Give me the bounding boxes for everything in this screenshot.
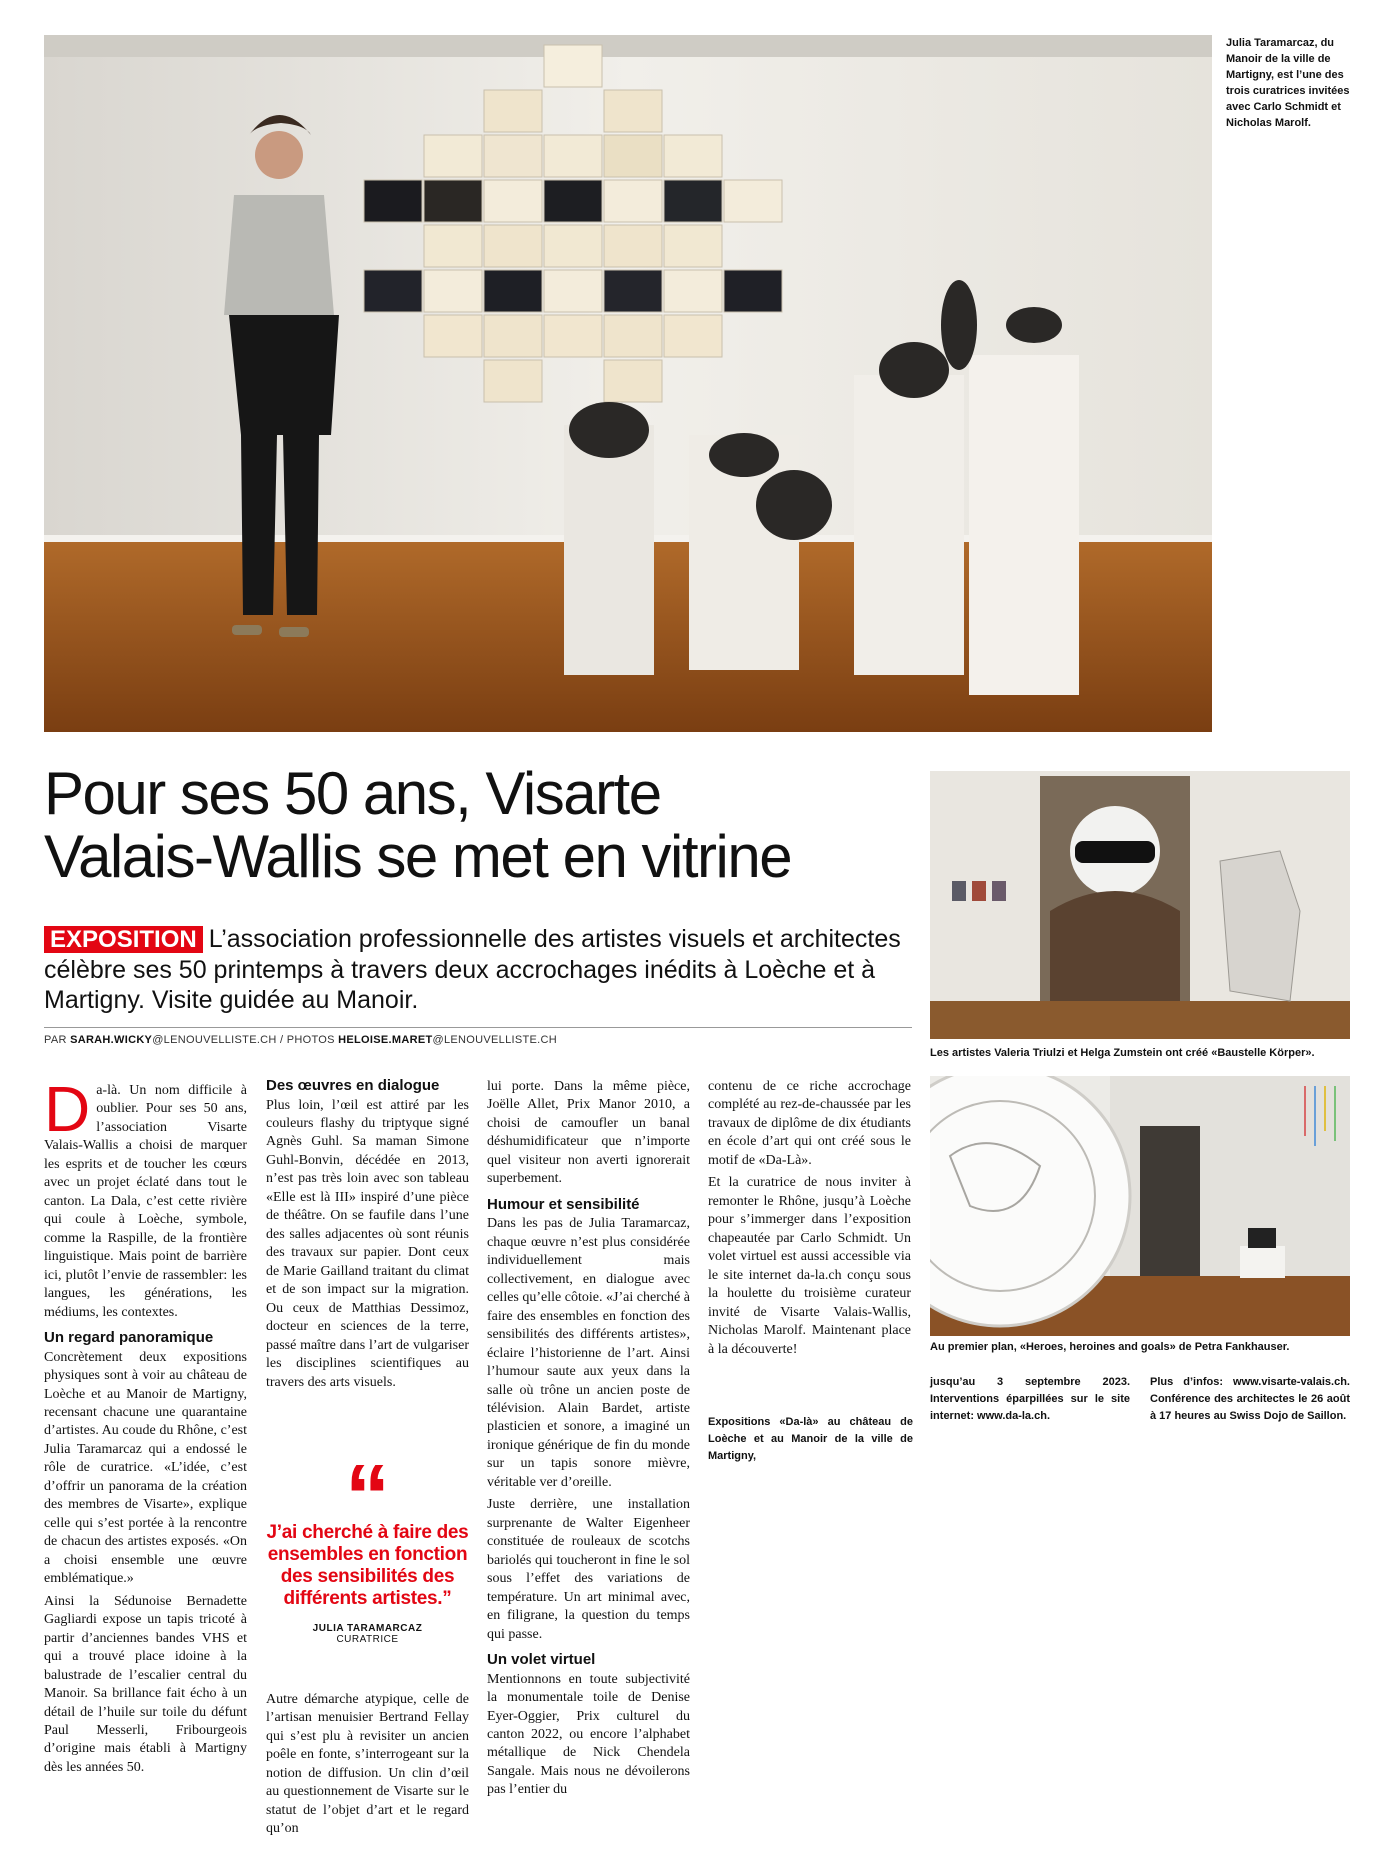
body-column-2-continued: [266, 1691, 469, 1843]
body-paragraph: Juste derrière, une installation surprenante de Walter Eigenheer constituée de rouleaux de scotchs bariolés qui toucheront in fine le sol sous l’effet des variations de température. Un art minimal avec, en filigrane, la question du temps qui passe.: [487, 1497, 690, 1642]
subheading: Des œuvres en dialogue: [266, 1077, 440, 1094]
subheading: Un volet virtuel: [487, 1651, 596, 1669]
subheading: Humour et sensibilité: [487, 1195, 640, 1213]
main-photo: [44, 35, 1212, 732]
info-box-column-1: Expositions «Da-là» au château de Loèche et au Manoir de la ville de Martigny,: [708, 1416, 913, 1463]
body-column-1: [44, 1073, 247, 1781]
subheading: Un regard panoramique: [44, 1329, 214, 1347]
body-paragraph: Ainsi la Sédunoise Bernadette Gagliardi expose un tapis tricoté à partir d’anciennes bandes VHS et qui a trouvé place idoine à la balustrade de l’escalier central du Manoir. Sa brillance fait écho à un détail de l’huile sur toile du défunt Paul Messerli, Fribourgeois d’origine mais établi à Martigny dès les années 50.: [44, 1593, 247, 1775]
body-paragraph: lui porte. Dans la même pièce, Joëlle Allet, Prix Manor 2010, a choisi de camoufler un banal déshumidificateur que n’importe quel visiteur non averti ignorerait superbement.: [487, 1079, 690, 1187]
drop-cap: D: [44, 1073, 91, 1145]
body-paragraph: Concrètement deux expositions physiques sont à voir au château de Loèche et au Manoir de Martigny, recensant chacune une quarantaine d’artistes. Au coude du Rhône, c’est Julia Taramarcaz qui a endossé le rôle de curatrice. «L’idée, c’est d’offrir un panorama de la création des membres de Visarte», explique celle qui s’est portée à la rencontre de chacun des artistes exposés. «On a choisi ensemble une œuvre emblématique.»: [44, 1349, 247, 1587]
quote-role: CURATRICE: [336, 1634, 399, 1646]
body-paragraph: Dans les pas de Julia Taramarcaz, chaque œuvre n’est plus considérée individuellement mais collectivement, en dialogue avec celles qu’elle côtoie. «J’ai cherché à faire des ensembles en fonction des sensibilités des différents artistes», éclaire l’historienne de l’art. Ainsi l’humour saute aux yeux dans la salle où trône un ancien poste de télévision. Alain Bardet, artiste plasticien et sonore, a imaginé un ironique générique de fin du monde sur un tapis sonore mièvre, véritable ver d’oreille.: [487, 1216, 690, 1490]
top-right-caption: Les artistes Valeria Triulzi et Helga Zumstein ont créé «Baustelle Körper».: [930, 1047, 1315, 1059]
bottom-right-caption: Au premier plan, «Heroes, heroines and goals» de Petra Fankhauser.: [930, 1341, 1290, 1353]
body-paragraph: Et la curatrice de nous inviter à remonter le Rhône, jusqu’à Loèche pour s’immerger dans l’exposition chapeautée par Carlo Schmidt. Un volet virtuel est aussi accessible via le site internet da-la.ch conçu sous la houlette du troisième curateur invité de Visarte Valais-Wallis, Nicholas Marolf. Maintenant place à la découverte!: [708, 1175, 911, 1357]
quote-author: JULIA TARAMARCAZ: [312, 1623, 423, 1635]
body-paragraph: Da-là. Un nom difficile à oublier. Pour ses 50 ans, l’association Visarte Valais-Wallis a choisi de marquer les esprits et de toucher les cœurs avec un projet éclaté dans tout le canton. La Dala, c’est cette rivière qui coule à Loèche, symbole, comme la Raspille, de la frontière linguistique. Mais point de barrière ici, plutôt l’envie de rassembler: les langues, les générations, les médiums, les contextes.: [44, 1073, 247, 1320]
bottom-right-photo: [930, 1076, 1350, 1336]
gallery-photo-illustration: [44, 35, 1212, 732]
pull-quote: [266, 1447, 469, 1646]
body-paragraph: Mentionnons en toute subjectivité la monumentale toile de Denise Eyer-Oggier, Prix culturel du canton 2022, ou encore l’alphabet métallique de Nick Chendela Sangale. Mais nous ne dévoilerons pas l’entier du: [487, 1671, 690, 1798]
body-column-4: [708, 1078, 911, 1363]
byline-author: SARAH.WICKY: [70, 1034, 153, 1046]
headline-line-1: Pour ses 50 ans, Visarte: [44, 760, 661, 827]
byline-photographer: HELOISE.MARET: [338, 1034, 433, 1046]
top-right-photo: [930, 771, 1350, 1039]
headline: [44, 762, 904, 888]
byline: PAR SARAH.WICKY@LENOUVELLISTE.CH / PHOTOS HELOISE.MARET@LENOUVELLISTE.CH: [44, 1034, 557, 1046]
heroes-heroines-photo-illustration: [930, 1076, 1350, 1336]
lead-paragraph: [44, 924, 914, 1015]
byline-rule: [44, 1027, 912, 1028]
kicker-badge: EXPOSITION: [44, 926, 203, 953]
headline-line-2: Valais-Wallis se met en vitrine: [44, 823, 792, 890]
lead-text: L’association professionnelle des artistes visuels et architectes célèbre ses 50 printemps à travers deux accrochages inédits à Loèche et à Martigny. Visite guidée au Manoir.: [44, 925, 901, 1014]
body-paragraph: Plus loin, l’œil est attiré par les couleurs flashy du triptyque signé Agnès Guhl. Sa maman Simone Guhl-Bonvin, décédée en 2013, n’est pas très loin avec son tableau «Elle est là III» inspiré d’une pièce de théâtre. On se faufile dans l’une des salles adjacentes où sont réunis des travaux sur papier. Dont ceux de Marie Gailland traitant du climat et de son impact sur la migration. Ou ceux de Matthias Dessimoz, docteur en sciences de la terre, passé maître dans l’art de vulgariser les disciplines scientifiques au travers des arts visuels.: [266, 1097, 469, 1390]
body-paragraph: Autre démarche atypique, celle de l’artisan menuisier Bertrand Fellay qui s’est plu à revisiter un ancien poêle en fonte, s’interrogeant sur la notion de diffusion. Un clin d’œil au questionnement de Visarte sur le statut de l’objet d’art et le regard qu’on: [266, 1692, 469, 1837]
body-paragraph: contenu de ce riche accrochage complété au rez-de-chaussée par les travaux de diplôme de dix étudiants en école d’art qui ont créé sous le motif de «Da-Là».: [708, 1079, 911, 1168]
info-box-column-2: jusqu’au 3 septembre 2023. Interventions éparpillées sur le site internet: www.da-la.ch.: [930, 1376, 1130, 1423]
body-column-3: [487, 1078, 690, 1804]
quote-text: J’ai cherché à faire des ensembles en fonction des sensibilités des différents artistes.”: [266, 1522, 469, 1609]
baustelle-koerper-photo-illustration: [930, 771, 1350, 1039]
body-column-2: [266, 1078, 469, 1396]
quote-mark-icon: “: [345, 1447, 390, 1547]
main-photo-caption: Julia Taramarcaz, du Manoir de la ville de Martigny, est l’une des trois curatrices invitées avec Carlo Schmidt et Nicholas Marolf.: [1226, 37, 1350, 129]
info-box-column-3: Plus d’infos: www.visarte-valais.ch. Conférence des architectes le 26 août à 17 heures au Swiss Dojo de Saillon.: [1150, 1376, 1350, 1423]
